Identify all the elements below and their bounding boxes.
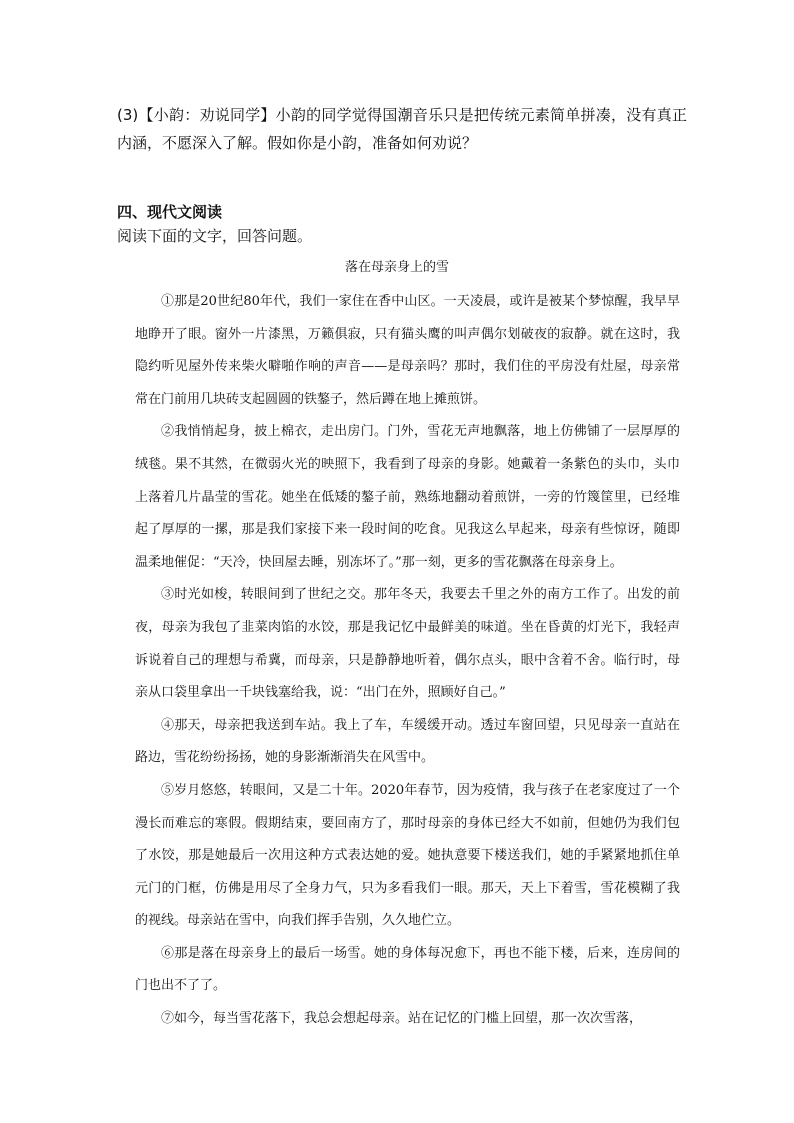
paragraph-5: ⑤岁月悠悠，转眼间，又是二十年。2020年春节，因为疫情，我与孩子在老家度过了一个漫长而难忘的寒假。假期结束，要回南方了，那时母亲的身体已经大不如前，但她仍为我们包了水饺，那是她最后一次用这种方式表达她的爱。她执意要下楼送我们，她的手紧紧地抓住单元门的门框，仿佛是用尽了全身力气，只为多看我们一眼。那天，天上下着雪，雪花模糊了我的视线。母亲站在雪中，向我们挥手告别，久久地伫立。 <box>135 782 680 929</box>
paragraph-4: ④那天，母亲把我送到车站。我上了车，车缓缓开动。透过车窗回望，只见母亲一直站在路边，雪花纷纷扬扬，她的身影渐渐消失在风雪中。 <box>135 717 680 766</box>
article-body <box>135 286 680 1036</box>
question-3: (3)【小韵：劝说同学】小韵的同学觉得国潮音乐只是把传统元素简单拼凑，没有真正内涵，不愿深入了解。假如你是小韵，准备如何劝说？ <box>117 106 687 152</box>
paragraph-6: ⑥那是落在母亲身上的最后一场雪。她的身体每况愈下，再也不能下楼，后来，连房间的门也出不了了。 <box>135 945 680 994</box>
paragraph-3: ③时光如梭，转眼间到了世纪之交。那年冬天，我要去千里之外的南方工作了。出发的前夜，母亲为我包了韭菜肉馅的水饺，那是我记忆中最鲜美的味道。坐在昏黄的灯光下，我轻声诉说着自己的理想与希冀，而母亲，只是静静地听着，偶尔点头，眼中含着不舍。临行时，母亲从口袋里拿出一千块钱塞给我，说：“出门在外，照顾好自己。” <box>135 587 680 701</box>
paragraph-7: ⑦如今，每当雪花落下，我总会想起母亲。站在记忆的门槛上回望，那一次次雪落， <box>161 1011 643 1027</box>
paragraph-2: ②我悄悄起身，披上棉衣，走出房门。门外，雪花无声地飘落，地上仿佛铺了一层厚厚的绒毯。果不其然，在微弱火光的映照下，我看到了母亲的身影。她戴着一条紫色的头巾，头巾上落着几片晶莹的雪花。她坐在低矮的鏊子前，熟练地翻动着煎饼，一旁的竹篾筐里，已经堆起了厚厚的一摞，那是我们家接下来一段时间的吃食。见我这么早起来，母亲有些惊讶，随即温柔地催促：“天冷，快回屋去睡，别冻坏了。”那一刻，更多的雪花飘落在母亲身上。 <box>135 424 680 570</box>
reading-instruction: 阅读下面的文字，回答问题。 <box>117 227 313 245</box>
article-title: 落在母亲身上的雪 <box>344 260 449 275</box>
paragraph-1: ①那是20世纪80年代，我们一家住在香中山区。一天凌晨，或许是被某个梦惊醒，我早早地睁开了眼。窗外一片漆黑，万籁俱寂，只有猫头鹰的叫声偶尔划破夜的寂静。就在这时，我隐约听见屋外传来柴火噼啪作响的声音——是母亲吗？那时，我们住的平房没有灶屋，母亲常常在门前用几块砖支起圆圆的铁鏊子，然后蹲在地上摊煎饼。 <box>135 294 680 407</box>
section-title: 四、现代文阅读 <box>117 203 223 221</box>
